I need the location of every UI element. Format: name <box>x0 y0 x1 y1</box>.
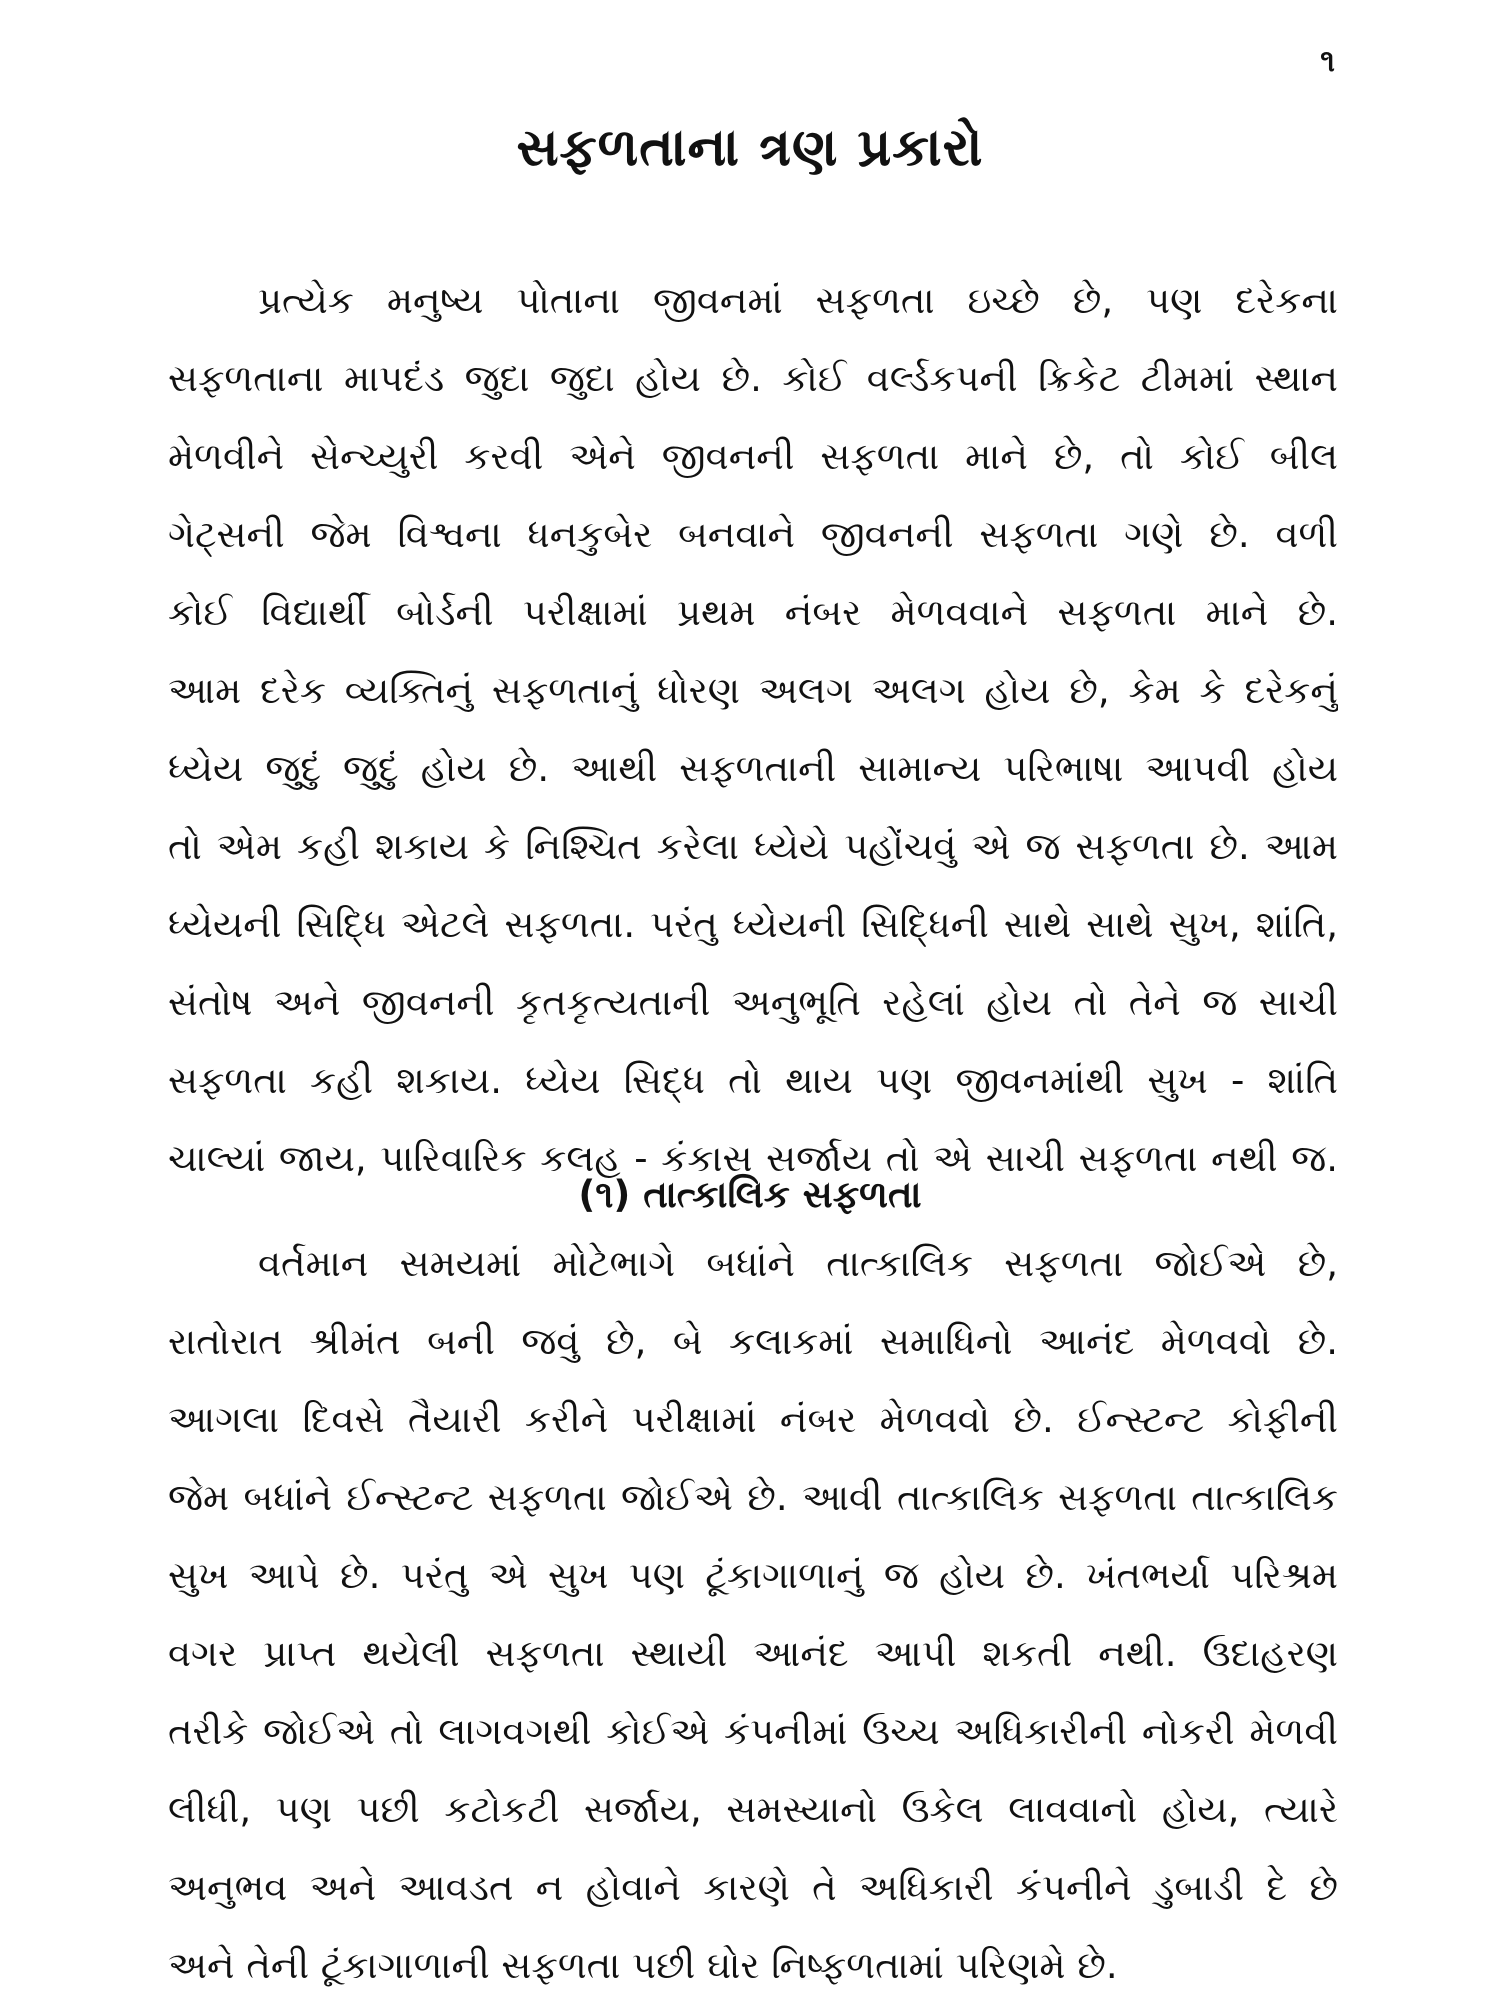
text-line: સફળતાના માપદંડ જુદા જુદા હોય છે. કોઈ વર્લ્ડકપની ક્રિકેટ ટીમમાં સ્થાન <box>168 357 1338 400</box>
text-line: ચાલ્યાં જાય, પારિવારિક કલહ - કંકાસ સર્જાય તો એ સાચી સફળતા નથી જ. <box>168 1137 1338 1180</box>
section-paragraph <box>168 1225 1338 2005</box>
text-line: કોઈ વિદ્યાર્થી બોર્ડની પરીક્ષામાં પ્રથમ નંબર મેળવવાને સફળતા માને છે. <box>168 591 1338 634</box>
text-line: ધ્યેય જુદું જુદું હોય છે. આથી સફળતાની સામાન્ય પરિભાષા આપવી હોય <box>168 747 1338 790</box>
text-line: પ્રત્યેક મનુષ્ય પોતાના જીવનમાં સફળતા ઇચ્છે છે, પણ દરેકના <box>258 279 1338 322</box>
text-line: વર્તમાન સમયમાં મોટેભાગે બધાંને તાત્કાલિક સફળતા જોઈએ છે, <box>258 1242 1338 1285</box>
text-line: અને તેની ટૂંકાગાળાની સફળતા પછી ઘોર નિષ્ફળતામાં પરિણમે છે. <box>168 1944 1118 1987</box>
text-line: જેમ બધાંને ઈન્સ્ટન્ટ સફળતા જોઈએ છે. આવી તાત્કાલિક સફળતા તાત્કાલિક <box>168 1476 1338 1519</box>
section-heading: (૧) તાત્કાલિક સફળતા <box>578 1173 922 1216</box>
text-line: સંતોષ અને જીવનની કૃતકૃત્યતાની અનુભૂતિ રહેલાં હોય તો તેને જ સાચી <box>168 981 1338 1024</box>
text-line: ગેટ્સની જેમ વિશ્વના ધનકુબેર બનવાને જીવનની સફળતા ગણે છે. વળી <box>168 513 1338 556</box>
text-line: ધ્યેયની સિદ્ધિ એટલે સફળતા. પરંતુ ધ્યેયની સિદ્ધિની સાથે સાથે સુખ, શાંતિ, <box>168 903 1338 946</box>
page-number: ૧ <box>1320 44 1335 79</box>
text-line: સફળતા કહી શકાય. ધ્યેય સિદ્ધ તો થાય પણ જીવનમાંથી સુખ - શાંતિ <box>168 1059 1338 1102</box>
text-line: અનુભવ અને આવડત ન હોવાને કારણે તે અધિકારી કંપનીને ડુબાડી દે છે <box>168 1866 1338 1909</box>
chapter-title: સફળતાના ત્રણ પ્રકારો <box>516 118 984 178</box>
intro-paragraph <box>168 262 1338 1198</box>
text-line: લીધી, પણ પછી કટોકટી સર્જાય, સમસ્યાનો ઉકેલ લાવવાનો હોય, ત્યારે <box>168 1788 1338 1831</box>
text-line: વગર પ્રાપ્ત થયેલી સફળતા સ્થાયી આનંદ આપી શકતી નથી. ઉદાહરણ <box>168 1632 1338 1675</box>
text-line: તરીકે જોઈએ તો લાગવગથી કોઈએ કંપનીમાં ઉચ્ચ અધિકારીની નોકરી મેળવી <box>168 1710 1338 1753</box>
text-line: આગલા દિવસે તૈયારી કરીને પરીક્ષામાં નંબર મેળવવો છે. ઈન્સ્ટન્ટ કોફીની <box>168 1398 1338 1441</box>
text-line: મેળવીને સેન્ચ્યુરી કરવી એને જીવનની સફળતા માને છે, તો કોઈ બીલ <box>168 435 1338 478</box>
text-line: તો એમ કહી શકાય કે નિશ્ચિત કરેલા ધ્યેયે પહોંચવું એ જ સફળતા છે. આમ <box>168 825 1338 868</box>
text-line: રાતોરાત શ્રીમંત બની જવું છે, બે કલાકમાં સમાધિનો આનંદ મેળવવો છે. <box>168 1320 1338 1363</box>
text-line: સુખ આપે છે. પરંતુ એ સુખ પણ ટૂંકાગાળાનું જ હોય છે. ખંતભર્યા પરિશ્રમ <box>168 1554 1338 1597</box>
text-line: આમ દરેક વ્યક્તિનું સફળતાનું ધોરણ અલગ અલગ હોય છે, કેમ કે દરેકનું <box>168 669 1338 712</box>
